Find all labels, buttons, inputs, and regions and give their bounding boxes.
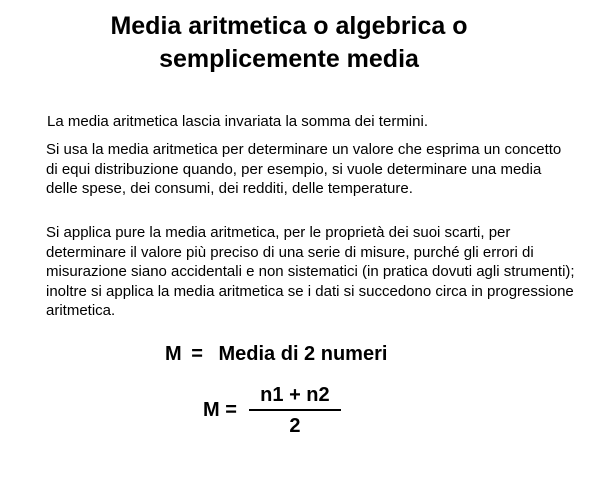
formula-lhs-equals: = — [225, 399, 237, 421]
formula-fraction-expression — [203, 382, 341, 439]
fraction-bar — [249, 409, 341, 411]
formula-definition — [165, 341, 387, 367]
formula-fraction — [249, 382, 341, 439]
paragraph-invariance: La media aritmetica lascia invariata la somma dei termini. — [47, 113, 428, 130]
formula-lhs — [203, 399, 237, 422]
formula-definition-text: Media di 2 numeri — [218, 343, 388, 365]
paragraph-usage: Si usa la media aritmetica per determinare un valore che esprima un concetto di equi distribuzione quando, per esempio, si vuole determinare una media delle spese, dei consumi, dei redditi, delle temperature. — [46, 141, 562, 197]
formula-denominator: 2 — [289, 415, 301, 437]
formula-numerator: n1 + n2 — [260, 384, 330, 406]
title-line-2: semplicemente media — [159, 45, 419, 73]
formula-lhs-symbol: M — [203, 399, 220, 421]
formula-equals-sign: = — [191, 343, 203, 365]
slide-title — [0, 10, 578, 76]
formula-symbol: M — [165, 343, 182, 365]
paragraph-application: Si applica pure la media aritmetica, per le proprietà dei suoi scarti, per determinare il valore più preciso di una serie di misure, purché gli errori di misurazione siano accidentali e non sistematici (in pratica dovuti agli strumenti); inoltre si applica la media aritmetica se i dati si succedono circa in progressione aritmetica. — [46, 224, 575, 319]
title-line-1: Media aritmetica o algebrica o — [110, 12, 468, 40]
